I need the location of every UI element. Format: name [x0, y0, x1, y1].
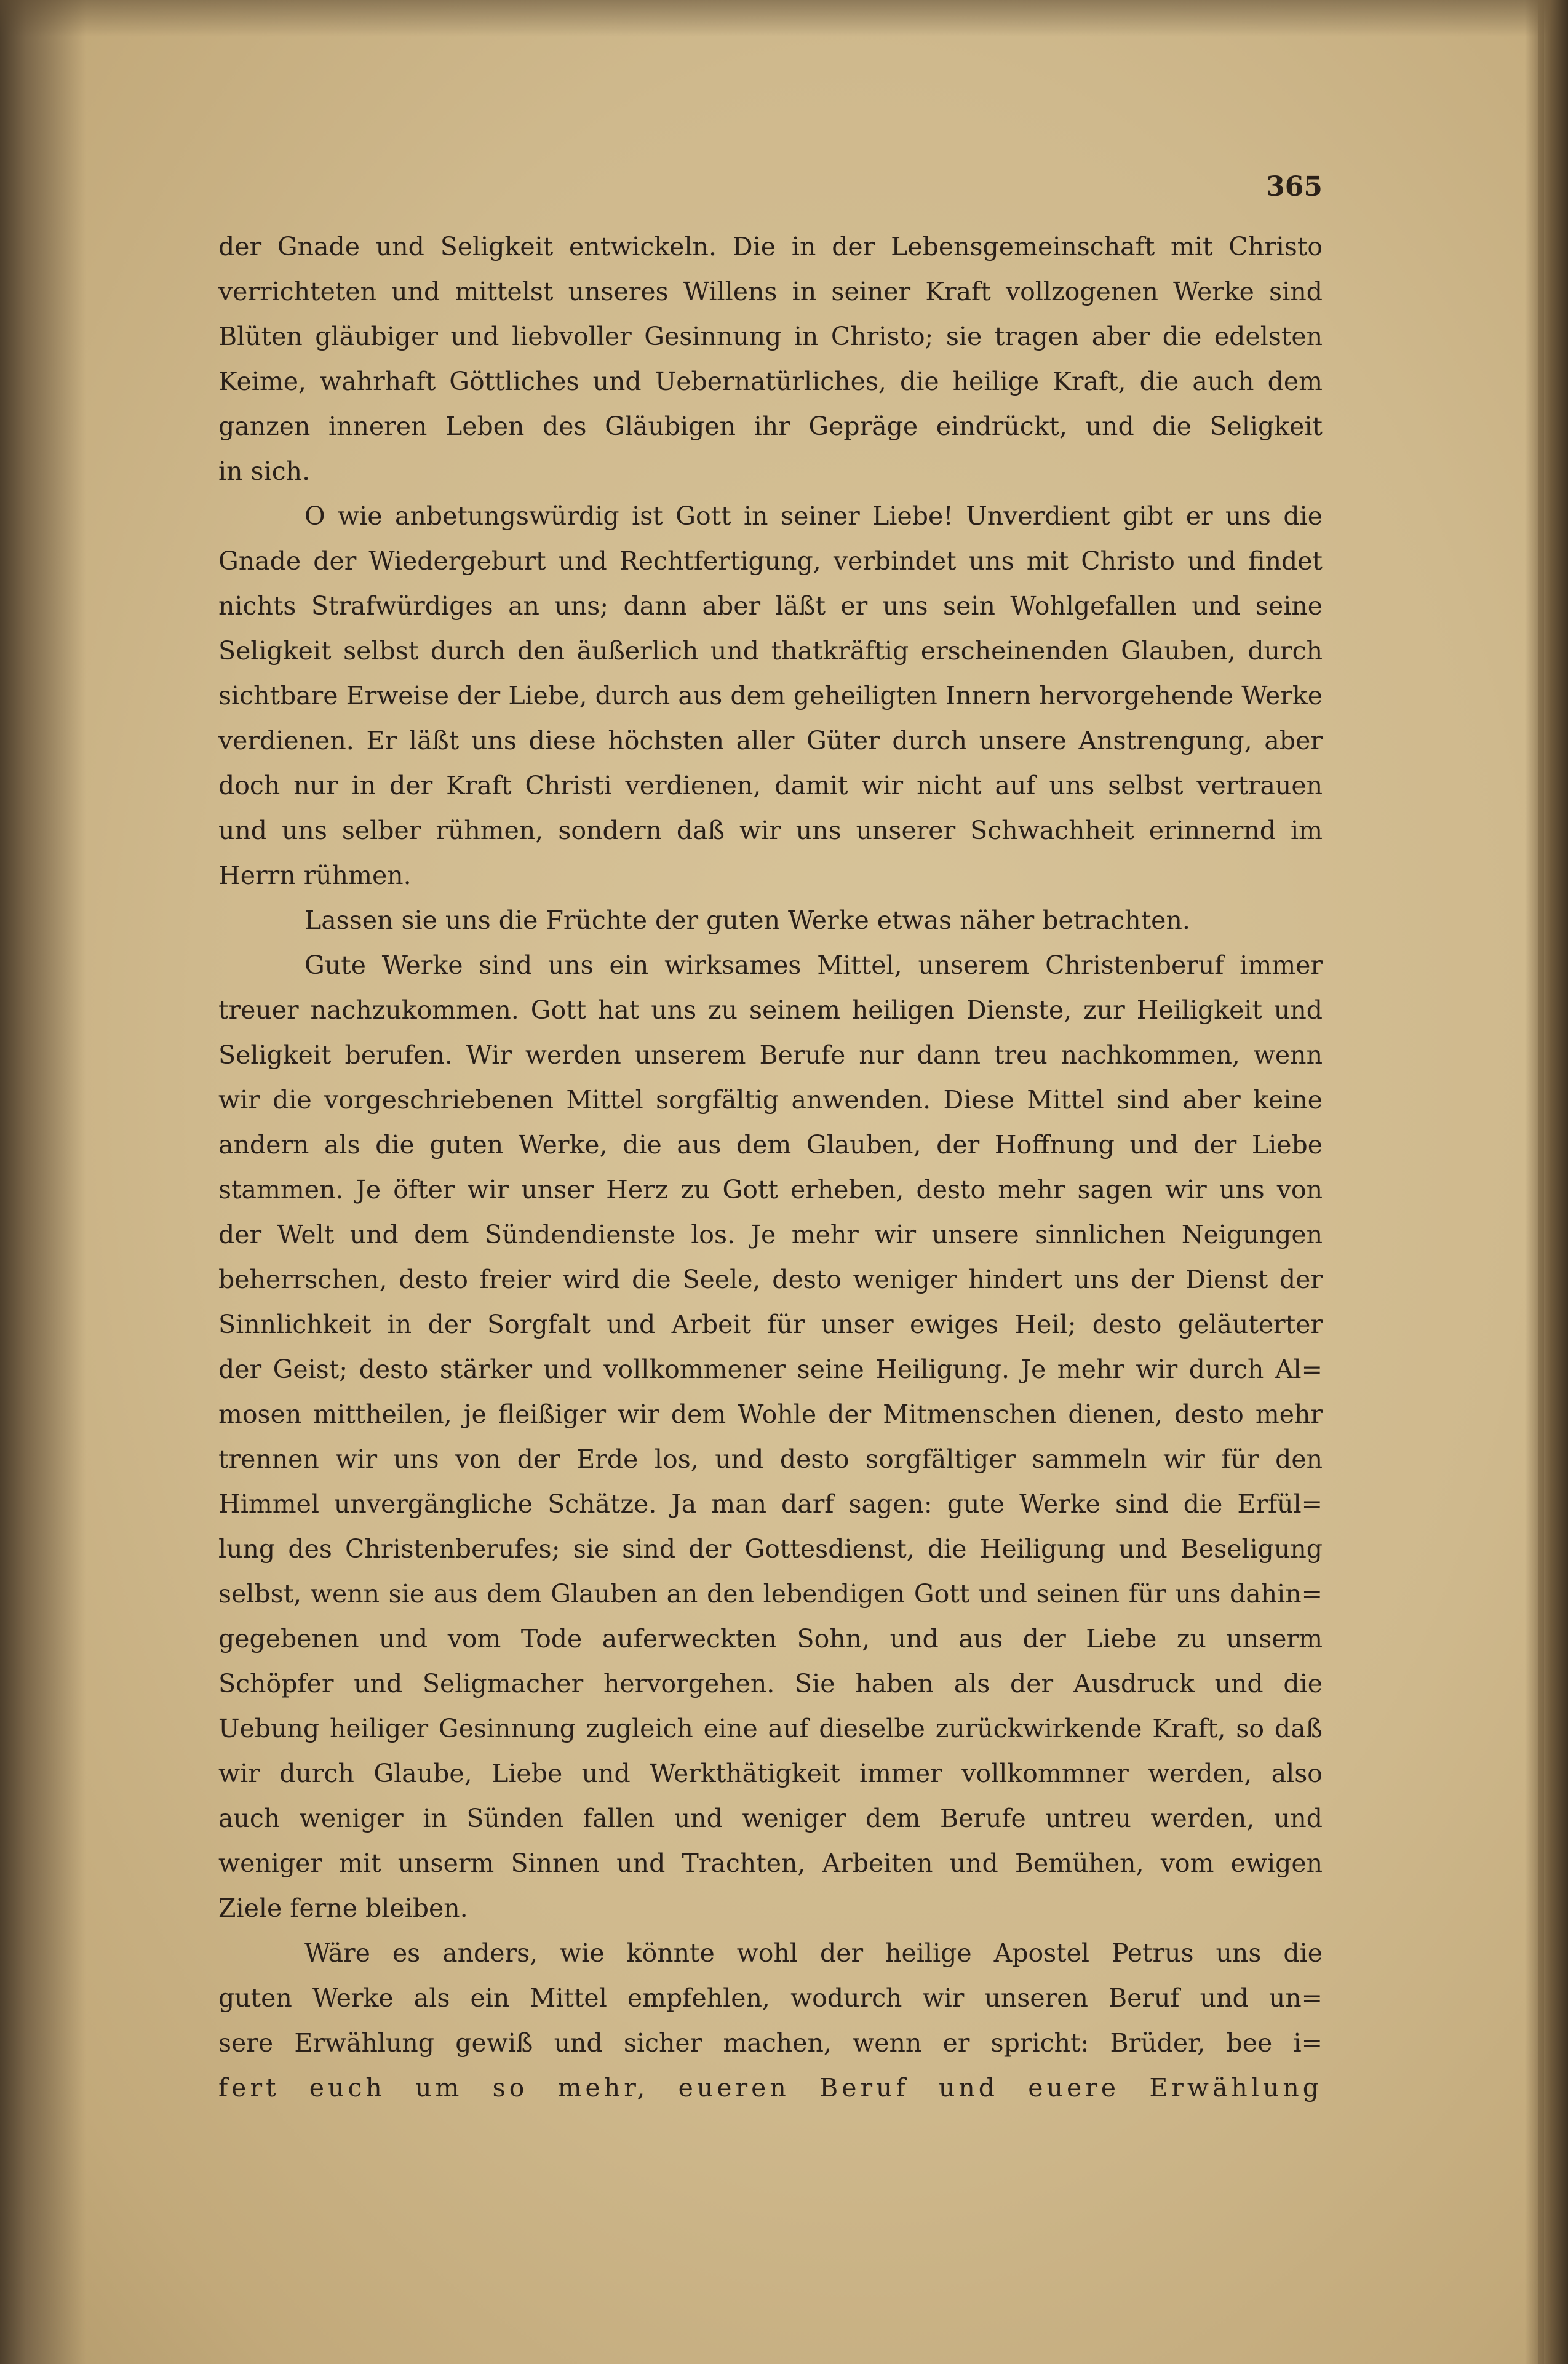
text-line: Ziele ferne bleiben.: [218, 1893, 468, 1923]
text-line: Gute Werke sind uns ein wirksames Mittel, unserem Christenberuf immer: [304, 950, 1323, 980]
text-line: andern als die guten Werke, die aus dem Glauben, der Hoffnung und der Liebe: [218, 1130, 1323, 1160]
text-line: Wäre es anders, wie könnte wohl der heilige Apostel Petrus uns die: [304, 1938, 1323, 1968]
text-line: verrichteten und mittelst unseres Willens in seiner Kraft vollzogenen Werke sind: [218, 277, 1323, 306]
text-line: mosen mittheilen, je fleißiger wir dem Wohle der Mitmenschen dienen, desto mehr: [218, 1399, 1323, 1429]
text-line: Keime, wahrhaft Göttliches und Uebernatürliches, die heilige Kraft, die auch dem: [218, 367, 1323, 396]
text-line: verdienen. Er läßt uns diese höchsten aller Güter durch unsere Anstrengung, aber: [218, 726, 1323, 755]
text-line: Seligkeit berufen. Wir werden unserem Berufe nur dann treu nachkommen, wenn: [218, 1040, 1323, 1070]
text-line: trennen wir uns von der Erde los, und desto sorgfältiger sammeln wir für den: [218, 1444, 1323, 1474]
text-line: und uns selber rühmen, sondern daß wir uns unserer Schwachheit erinnernd im: [218, 816, 1323, 845]
text-line: der Gnade und Seligkeit entwickeln. Die in der Lebensgemeinschaft mit Christo: [218, 232, 1323, 261]
text-line: O wie anbetungswürdig ist Gott in seiner Liebe! Unverdient gibt er uns die: [304, 501, 1323, 531]
text-line: Seligkeit selbst durch den äußerlich und thatkräftig erscheinenden Glauben, durch: [218, 636, 1323, 666]
top-shadow: [0, 0, 1568, 37]
text-line: Sinnlichkeit in der Sorgfalt und Arbeit für unser ewiges Heil; desto geläuterter: [218, 1310, 1323, 1339]
text-line: sere Erwählung gewiß und sicher machen, wenn er spricht: Brüder, bee i=: [218, 2028, 1323, 2058]
text-line: guten Werke als ein Mittel empfehlen, wodurch wir unseren Beruf und un=: [218, 1983, 1323, 2013]
body-text: [218, 225, 1323, 2111]
text-line: der Welt und dem Sündendienste los. Je mehr wir unsere sinnlichen Neigungen: [218, 1220, 1323, 1249]
text-line: Blüten gläubiger und liebvoller Gesinnung in Christo; sie tragen aber die edelsten: [218, 322, 1323, 351]
text-line: sichtbare Erweise der Liebe, durch aus dem geheiligten Innern hervorgehende Werke: [218, 681, 1323, 710]
spine-shadow: [0, 0, 86, 2364]
text-line: Himmel unvergängliche Schätze. Ja man darf sagen: gute Werke sind die Erfül=: [218, 1489, 1323, 1519]
text-line: Schöpfer und Seligmacher hervorgehen. Sie haben als der Ausdruck und die: [218, 1669, 1323, 1698]
page-right-edge: [1525, 0, 1568, 2364]
text-line: gegebenen und vom Tode auferweckten Sohn, und aus der Liebe zu unserm: [218, 1624, 1323, 1654]
text-line: Herrn rühmen.: [218, 861, 412, 890]
text-line: treuer nachzukommen. Gott hat uns zu seinem heiligen Dienste, zur Heiligkeit und: [218, 995, 1323, 1025]
text-line: weniger mit unserm Sinnen und Trachten, Arbeiten und Bemühen, vom ewigen: [218, 1849, 1323, 1878]
text-line: ganzen inneren Leben des Gläubigen ihr Gepräge eindrückt, und die Seligkeit: [218, 412, 1323, 441]
text-line: wir durch Glaube, Liebe und Werkthätigkeit immer vollkommner werden, also: [218, 1759, 1323, 1788]
text-line: lung des Christenberufes; sie sind der Gottesdienst, die Heiligung und Beseligung: [218, 1534, 1323, 1564]
text-line: der Geist; desto stärker und vollkommener seine Heiligung. Je mehr wir durch Al=: [218, 1355, 1323, 1384]
text-line: nichts Strafwürdiges an uns; dann aber läßt er uns sein Wohlgefallen und seine: [218, 591, 1323, 621]
page-number: 365: [1266, 171, 1323, 202]
text-line: doch nur in der Kraft Christi verdienen, damit wir nicht auf uns selbst vertrauen: [218, 771, 1323, 800]
text-line: wir die vorgeschriebenen Mittel sorgfältig anwenden. Diese Mittel sind aber keine: [218, 1085, 1323, 1115]
text-line: stammen. Je öfter wir unser Herz zu Gott erheben, desto mehr sagen wir uns von: [218, 1175, 1323, 1204]
text-line: in sich.: [218, 456, 311, 486]
text-line: Lassen sie uns die Früchte der guten Werke etwas näher betrachten.: [304, 905, 1190, 935]
text-line: fert euch um so mehr, eueren Beruf und euere Erwählung: [218, 2073, 1323, 2103]
text-line: beherrschen, desto freier wird die Seele, desto weniger hindert uns der Dienst der: [218, 1265, 1323, 1294]
text-line: Gnade der Wiedergeburt und Rechtfertigung, verbindet uns mit Christo und findet: [218, 546, 1323, 576]
text-line: auch weniger in Sünden fallen und weniger dem Berufe untreu werden, und: [218, 1804, 1323, 1833]
text-line: selbst, wenn sie aus dem Glauben an den lebendigen Gott und seinen für uns dahin=: [218, 1579, 1323, 1609]
text-line: Uebung heiliger Gesinnung zugleich eine auf dieselbe zurückwirkende Kraft, so daß: [218, 1714, 1323, 1743]
